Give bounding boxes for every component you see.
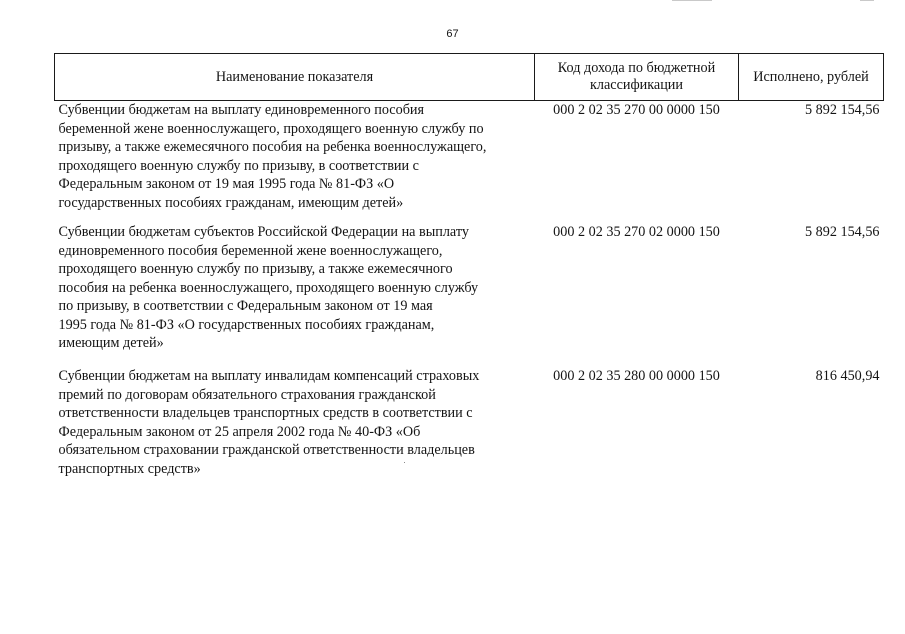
income-code-cell: 000 2 02 35 270 02 0000 150 (553, 224, 720, 240)
indicator-name-line: проходящего военную службу по призыву, а также ежемесячного (58, 261, 453, 277)
indicator-name-line: беременной жене военнослужащего, проходящего военную службу по (58, 120, 484, 137)
indicator-name-line: проходящего военную службу по призыву, в соответствии с (58, 157, 419, 174)
indicator-name-line: государственных пособиях гражданам, имеющим детей» (58, 194, 404, 211)
indicator-name-line: призыву, а также ежемесячного пособия на ребенка военнослужащего, (58, 139, 487, 155)
table-row (55, 101, 884, 224)
indicator-name-line: Субвенции бюджетам субъектов Российской Федерации на выплату (58, 224, 469, 240)
indicator-name-line: пособия на ребенка военнослужащего, проходящего военную службу (58, 279, 479, 296)
indicator-name-line: Субвенции бюджетам на выплату инвалидам компенсаций страховых (58, 368, 480, 384)
scan-speck (404, 462, 405, 463)
table-row (55, 223, 884, 367)
income-report-table (54, 53, 884, 478)
indicator-name-line: ответственности владельцев транспортных средств в соответствии с (58, 405, 473, 421)
indicator-name-cell (55, 367, 535, 478)
indicator-name-line: обязательном страховании гражданской ответственности владельцев (58, 442, 475, 458)
table-header-row (55, 54, 884, 101)
income-code-cell: 000 2 02 35 280 00 0000 150 (553, 368, 720, 384)
indicator-name-line: Федеральным законом от 19 мая 1995 года № 81-ФЗ «О (58, 176, 395, 192)
executed-amount-cell: 816 450,94 (815, 368, 880, 384)
scan-mark (860, 0, 874, 1)
indicator-name-line: премий по договорам обязательного страхования гражданской (58, 386, 436, 403)
indicator-name-line: единовременного пособия беременной жене военнослужащего, (58, 242, 443, 259)
indicator-name-line: Федеральным законом от 25 апреля 2002 года № 40-ФЗ «Об (58, 423, 421, 440)
indicator-name-line: 1995 года № 81-ФЗ «О государственных пособиях гражданам, (58, 316, 435, 333)
indicator-name-line: Субвенции бюджетам на выплату единовременного пособия (58, 102, 425, 118)
income-code-cell: 000 2 02 35 270 00 0000 150 (553, 102, 720, 118)
indicator-name-cell (55, 223, 535, 367)
scan-mark (672, 0, 712, 1)
indicator-name-line: транспортных средств» (58, 460, 201, 477)
indicator-name-cell (55, 101, 535, 224)
header-income-code: Код дохода по бюджетной классификации (535, 54, 739, 101)
header-executed-amount: Исполнено, рублей (739, 54, 884, 101)
table-row (55, 367, 884, 478)
executed-amount-cell: 5 892 154,56 (805, 224, 880, 240)
indicator-name-line: имеющим детей» (58, 335, 164, 351)
executed-amount-cell: 5 892 154,56 (805, 102, 880, 118)
page-number: 67 (446, 28, 459, 40)
indicator-name-line: по призыву, в соответствии с Федеральным законом от 19 мая (58, 298, 433, 314)
header-indicator-name: Наименование показателя (55, 54, 535, 101)
